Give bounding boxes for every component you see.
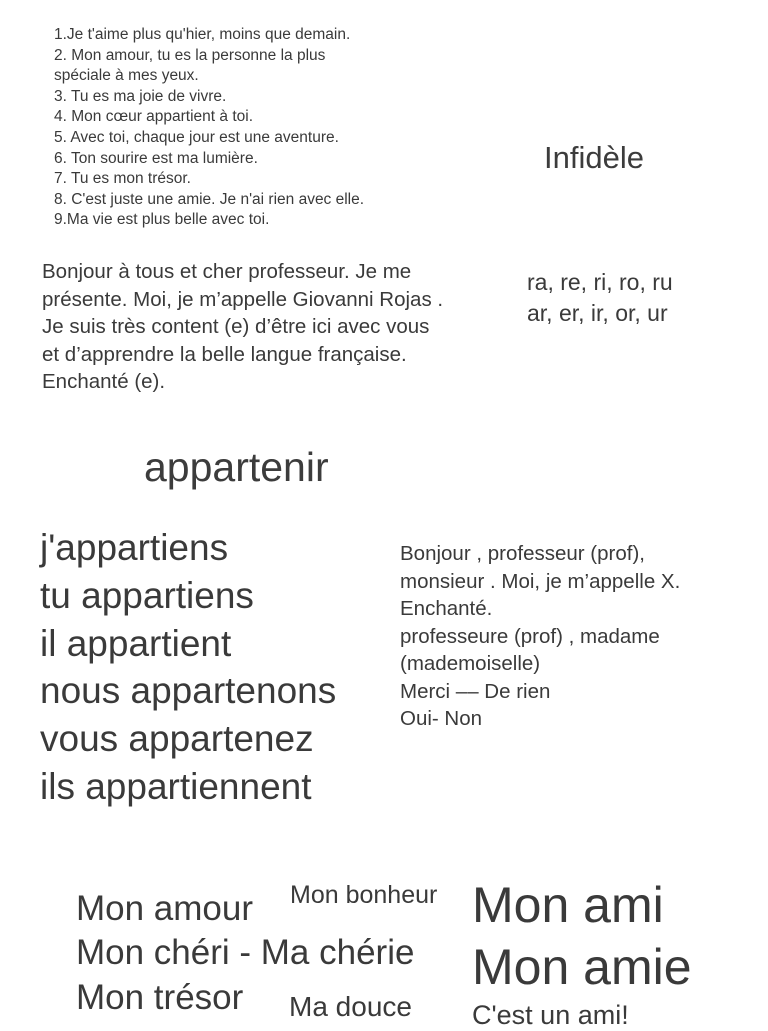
conjugation-line: nous appartenons (40, 670, 337, 712)
list-item: 2. Mon amour, tu es la personne la plus (54, 46, 326, 64)
conjugation-line: ils appartiennent (40, 765, 312, 807)
list-item: 4. Mon cœur appartient à toi. (54, 108, 254, 126)
term-mon-bonheur: Mon bonheur (290, 881, 438, 909)
conjugation-line: vous appartenez (40, 718, 314, 760)
intro-line: et d’apprendre la belle langue française. (42, 342, 407, 366)
greeting-phrases (400, 540, 680, 733)
list-item: 9.Ma vie est plus belle avec toi. (54, 211, 270, 229)
greeting-line: Bonjour , professeur (prof), (400, 542, 645, 565)
list-item: spéciale à mes yeux. (54, 67, 199, 85)
intro-line: Enchanté (e). (42, 370, 166, 394)
term-ma-douce: Ma douce (289, 991, 412, 1022)
term-cest-un-ami: C'est un ami! (472, 1000, 629, 1030)
term-mon-ami: Mon ami (472, 877, 664, 933)
numbered-phrase-list (54, 25, 364, 231)
vocab-word: Infidèle (544, 140, 644, 175)
list-item: 7. Tu es mon trésor. (54, 170, 191, 188)
term-mon-amour: Mon amour (76, 889, 254, 928)
syllable-practice (527, 267, 673, 329)
term-tresor: Mon trésor (76, 978, 244, 1017)
list-item: 6. Ton sourire est ma lumière. (54, 149, 258, 167)
term-mon-amie: Mon amie (472, 939, 692, 995)
term-cheri: Mon chéri - Ma chérie (76, 933, 415, 972)
greeting-line: professeure (prof) , madame (400, 624, 660, 648)
list-item: 5. Avec toi, chaque jour est une aventure. (54, 128, 339, 146)
greeting-line: Merci –– De rien (400, 679, 551, 703)
list-item: 8. C'est juste une amie. Je n'ai rien avec elle. (54, 190, 365, 208)
conjugation-line: tu appartiens (40, 574, 254, 616)
greeting-line: (mademoiselle) (400, 652, 541, 675)
intro-line: présente. Moi, je m’appelle Giovanni Rojas . (42, 287, 444, 311)
greeting-line: Enchanté. (400, 597, 493, 620)
syllable-line: ar, er, ir, or, ur (527, 300, 668, 326)
conjugation-table (40, 524, 336, 811)
conjugation-line: il appartient (40, 622, 232, 664)
verb-heading: appartenir (144, 444, 329, 490)
intro-paragraph (42, 258, 443, 396)
syllable-line: ra, re, ri, ro, ru (527, 269, 673, 295)
intro-line: Bonjour à tous et cher professeur. Je me (42, 260, 412, 283)
list-item: 3. Tu es ma joie de vivre. (54, 87, 227, 105)
intro-line: Je suis très content (e) d’être ici avec vous (42, 315, 430, 339)
greeting-line: Oui- Non (400, 707, 483, 730)
list-item: 1.Je t'aime plus qu'hier, moins que demain. (54, 26, 351, 43)
greeting-line: monsieur . Moi, je m’appelle X. (400, 569, 681, 593)
conjugation-line: j'appartiens (40, 527, 229, 568)
